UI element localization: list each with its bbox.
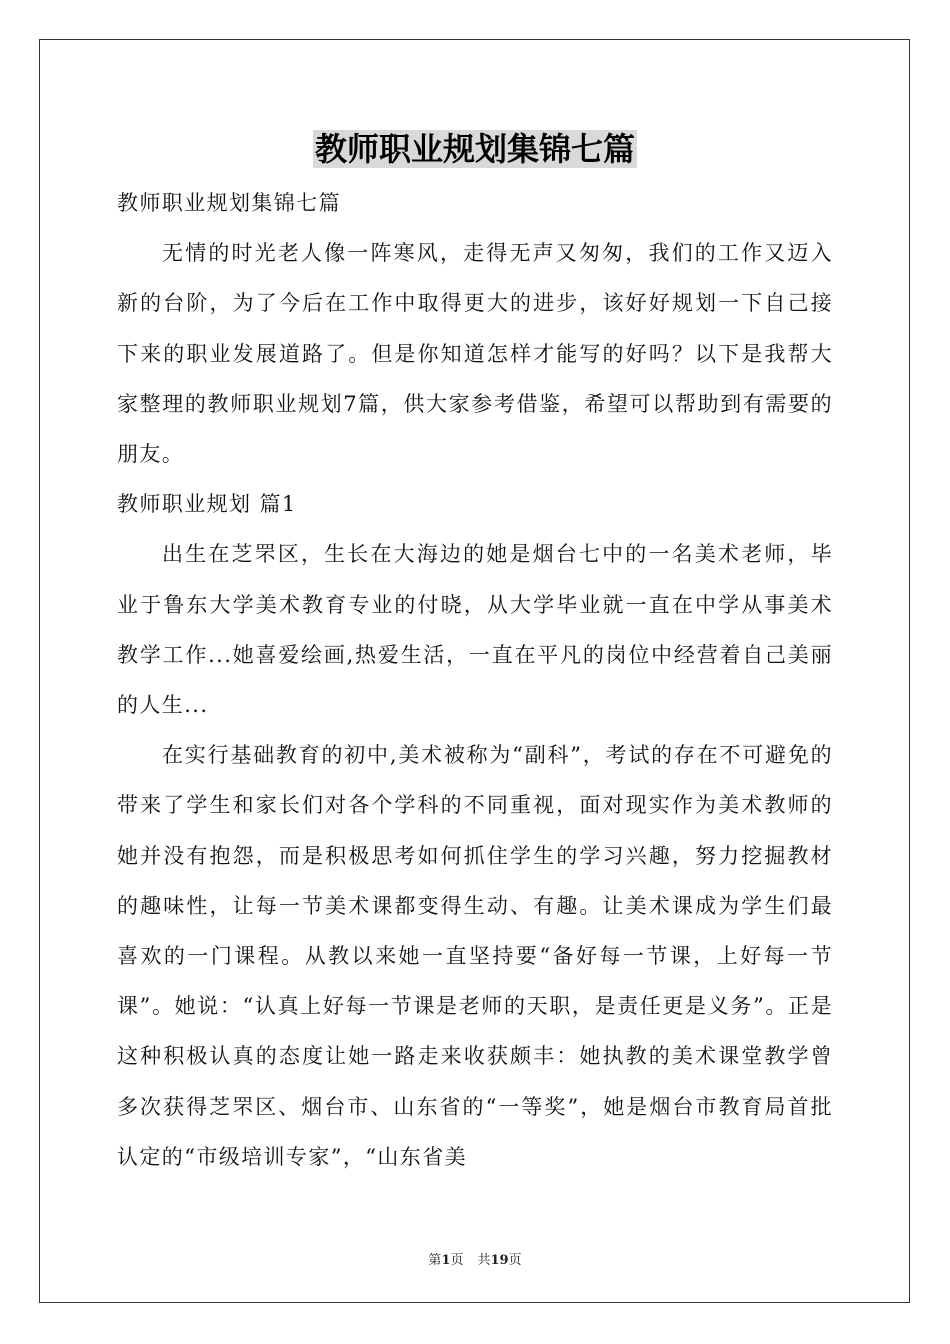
paragraph: 教师职业规划集锦七篇	[117, 191, 341, 215]
total-suffix: 页	[508, 1253, 522, 1268]
page-suffix: 页	[450, 1253, 464, 1268]
page-number: 1	[441, 1253, 451, 1268]
paragraph: 无情的时光老人像一阵寒风，走得无声又匆匆，我们的工作又迈入新的台阶，为了今后在工作中取得更大的进步，该好好规划一下自己接下来的职业发展道路了。但是你知道怎样才能写的好吗？以下是我帮大家整理的教师职业规划7篇，供大家参考借鉴，希望可以帮助到有需要的朋友。	[117, 241, 833, 467]
section-heading: 教师职业规划 篇1	[117, 492, 297, 517]
page-prefix: 第	[428, 1253, 442, 1268]
page-footer	[0, 1249, 950, 1268]
document-title	[0, 128, 950, 170]
document-title-text: 教师职业规划集锦七篇	[314, 130, 635, 168]
document-body	[117, 178, 833, 1182]
paragraph: 在实行基础教育的初中,美术被称为“副科”，考试的存在不可避免的带来了学生和家长们对各个学科的不同重视，面对现实作为美术教师的她并没有抱怨，而是积极思考如何抓住学生的学习兴趣，努力挖掘教材的趣味性，让每一节美术课都变得生动、有趣。让美术课成为学生们最喜欢的一门课程。从教以来她一直坚持要“备好每一节课，上好每一节课”。她说：“认真上好每一节课是老师的天职，是责任更是义务”。正是这种积极认真的态度让她一路走来收获颇丰：她执教的美术课堂教学曾多次获得芝罘区、烟台市、山东省的“一等奖”，她是烟台市教育局首批认定的“市级培训专家”，“山东省美	[117, 743, 833, 1169]
total-pages: 19	[490, 1253, 509, 1268]
paragraph: 出生在芝罘区，生长在大海边的她是烟台七中的一名美术老师，毕业于鲁东大学美术教育专业的付晓，从大学毕业就一直在中学从事美术教学工作...她喜爱绘画,热爱生活，一直在平凡的岗位中经营着自己美丽的人生...	[117, 542, 833, 718]
total-prefix: 共	[477, 1253, 491, 1268]
